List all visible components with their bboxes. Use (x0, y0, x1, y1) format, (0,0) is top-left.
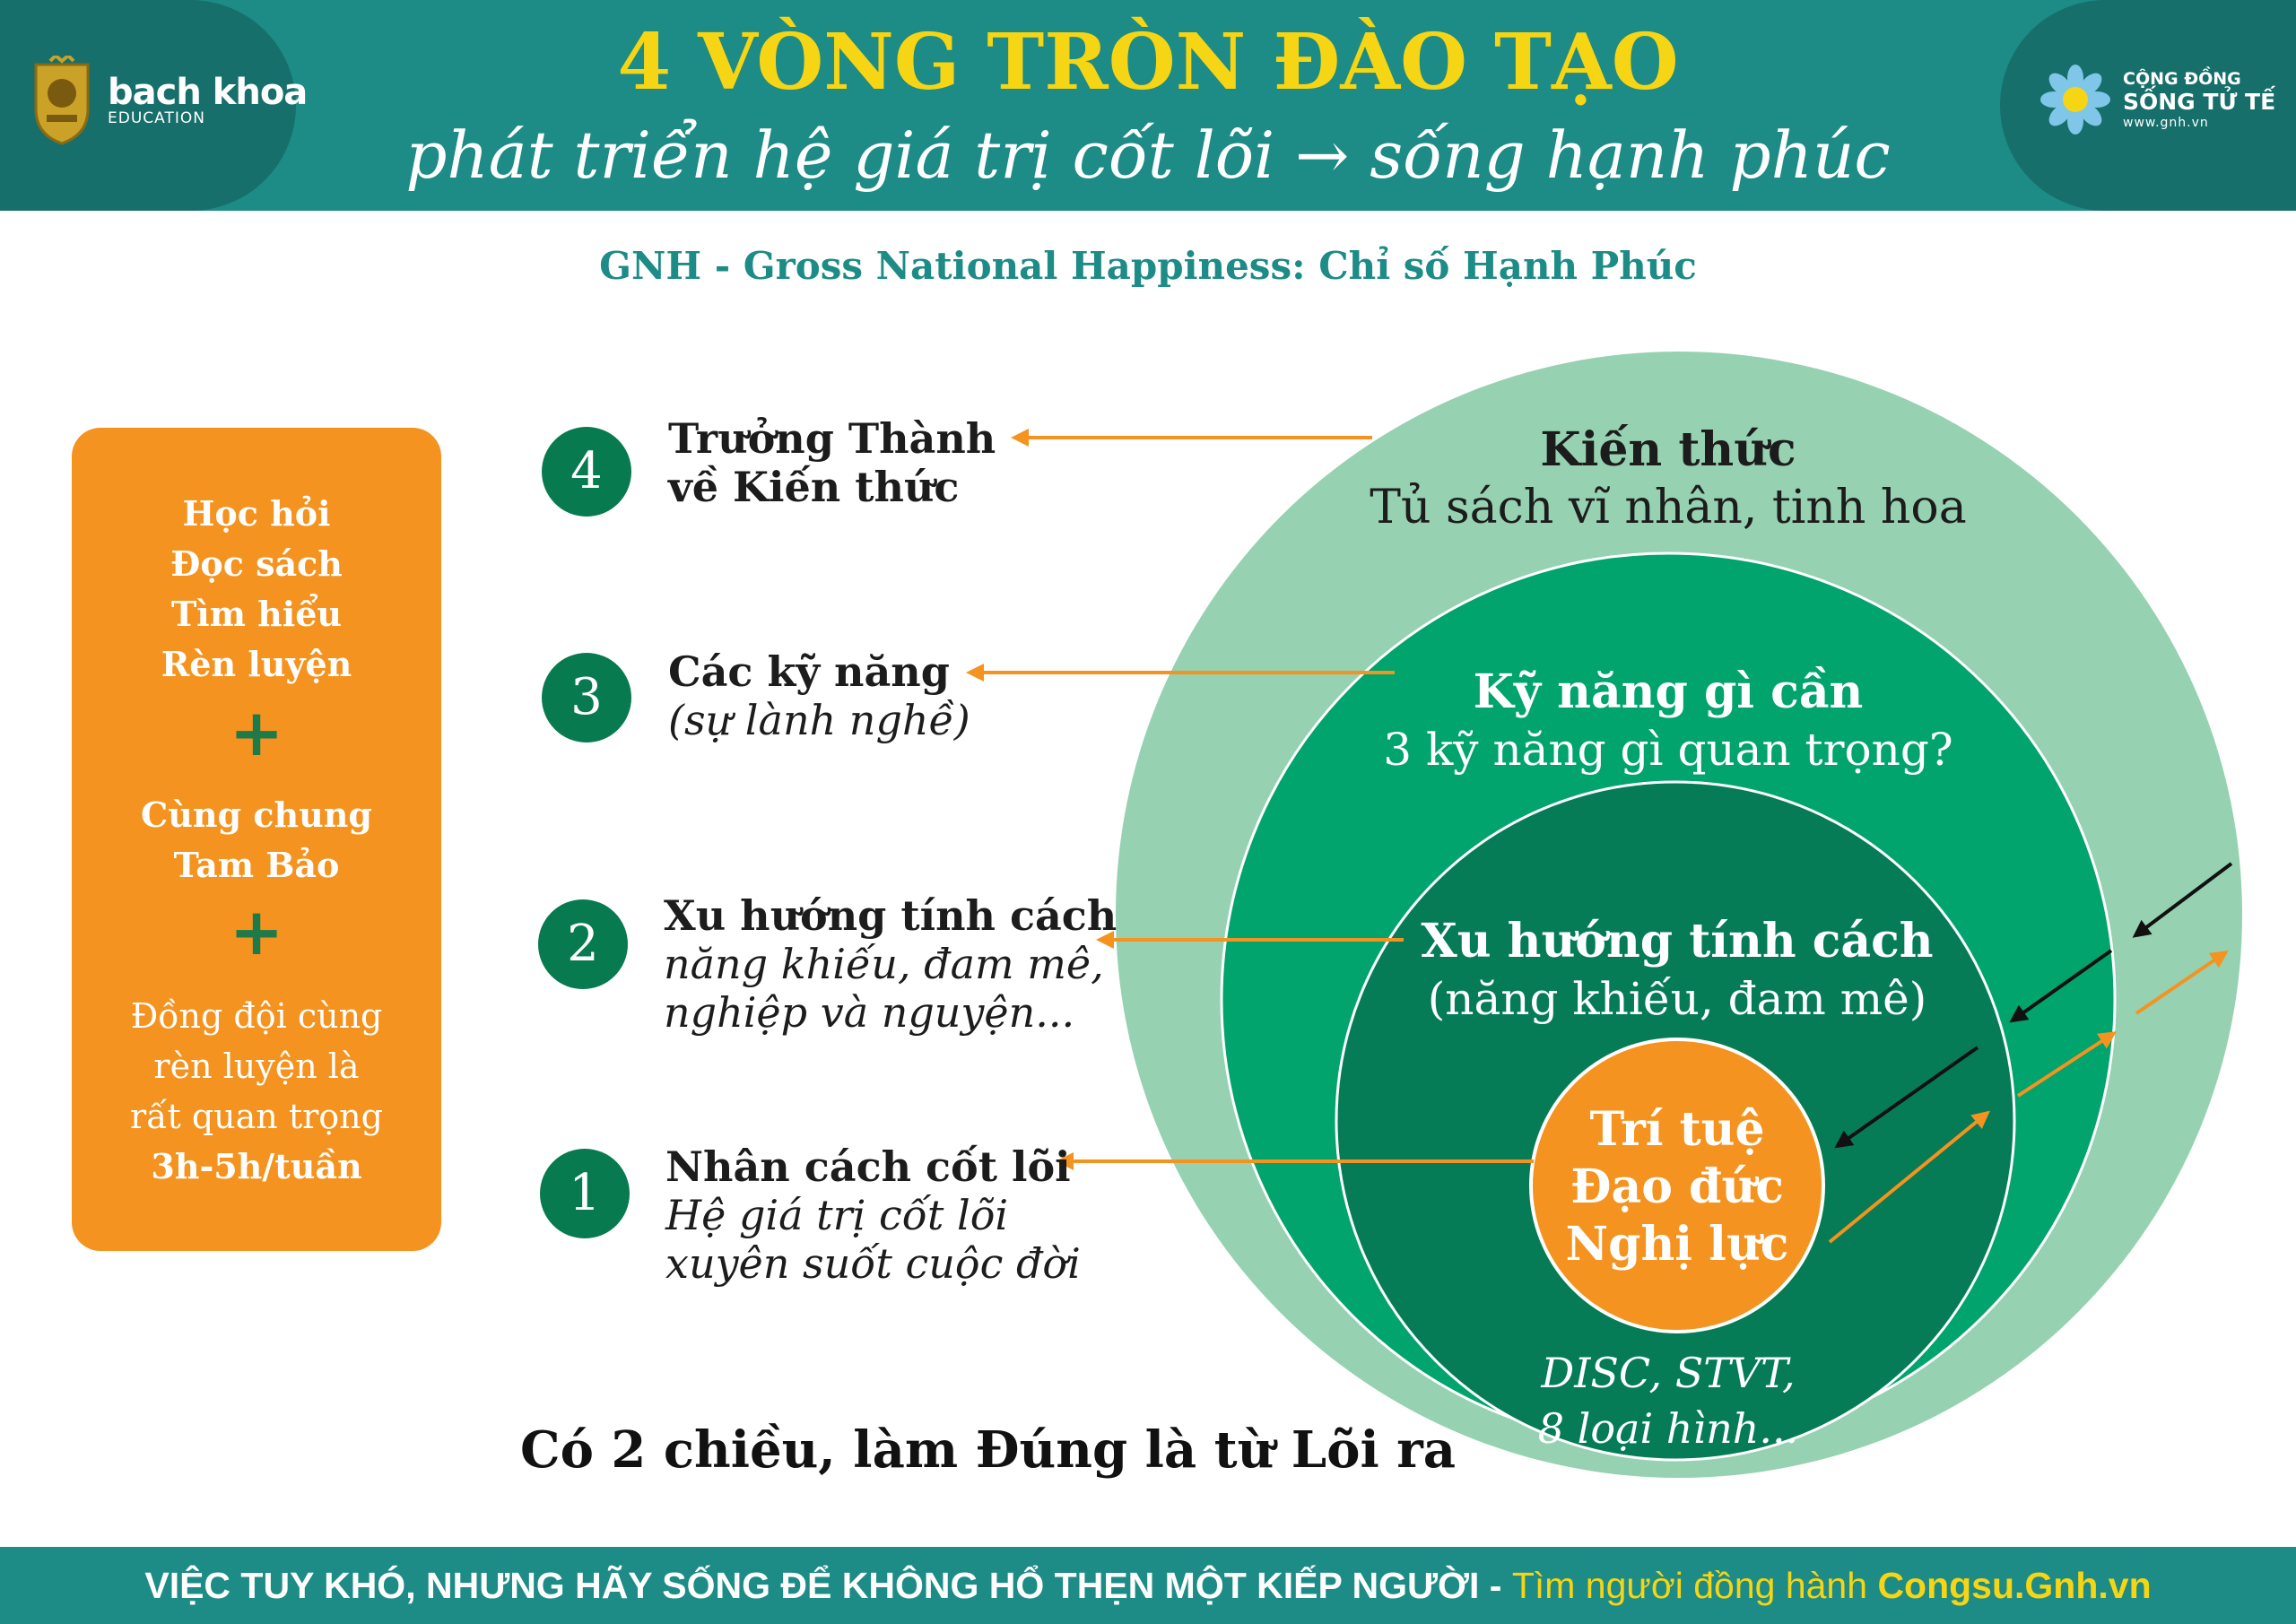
item-1 (665, 1142, 1081, 1288)
left-logo-name: bach khoa (108, 72, 308, 113)
footer-invite: Tìm người đồng hành (1511, 1565, 1878, 1606)
number-badge-1: 1 (540, 1149, 630, 1238)
side-line-emphasis: 3h-5h/tuần (151, 1146, 362, 1186)
item-2-title: Xu hướng tính cách (664, 891, 1118, 940)
side-line: rèn luyện là (153, 1046, 360, 1086)
footer-text (0, 1560, 2296, 1611)
number-badge-2: 2 (538, 899, 628, 989)
left-logo-tagline: EDUCATION (108, 109, 205, 127)
core-line-3: Nghị lực (1565, 1217, 1789, 1272)
item-3-title: Các kỹ năng (668, 647, 950, 696)
plus-icon: + (229, 894, 284, 969)
item-2-line2: năng khiếu, đam mê, (664, 940, 1104, 988)
outer-circle-label (1274, 421, 2063, 536)
right-logo-line2: SỐNG TỬ TẾ (2123, 89, 2276, 115)
ring-personality-subtitle: (năng khiếu, đam mê) (1427, 973, 1927, 1025)
page-subtitle: phát triển hệ giá trị cốt lõi → sống hạnh phúc (405, 117, 1891, 193)
item-2-line3: nghiệp và nguyện... (664, 988, 1075, 1037)
personality-tools-line-1: DISC, STVT, (1541, 1349, 1796, 1397)
core-line-1: Trí tuệ (1589, 1102, 1765, 1157)
item-2 (664, 891, 1117, 1037)
side-line: Đồng đội cùng (130, 996, 383, 1036)
page-title: 4 VÒNG TRÒN ĐÀO TẠO (617, 17, 1679, 108)
core-line-2: Đạo đức (1570, 1159, 1784, 1214)
plus-icon: + (229, 695, 284, 770)
outer-circle-title: Kiến thức (1540, 422, 1796, 477)
item-4-line2: về Kiến thức (668, 463, 960, 511)
item-1-title: Nhân cách cốt lõi (665, 1142, 1071, 1191)
side-line: Đọc sách (170, 543, 343, 584)
side-line: Tam Bảo (173, 845, 340, 885)
item-4 (668, 414, 996, 511)
right-logo-line1: CỘNG ĐỒNG (2123, 69, 2241, 89)
gnh-caption: GNH - Gross National Happiness: Chỉ số Hạnh Phúc (599, 244, 1697, 288)
item-3-line2: (sự lành nghề) (668, 696, 970, 744)
side-line: Cùng chung (141, 795, 372, 835)
outer-circle-subtitle: Tủ sách vĩ nhân, tinh hoa (1370, 481, 1967, 534)
item-3 (668, 647, 970, 744)
footer-slogan: VIỆC TUY KHÓ, NHƯNG HÃY SỐNG ĐỂ KHÔNG HỔ THẸN MỘT KIẾP NGƯỜI - (144, 1565, 1512, 1606)
side-line: Rèn luyện (161, 644, 352, 684)
item-1-line2: Hệ giá trị cốt lõi (665, 1191, 1009, 1239)
ring-personality-label (1292, 913, 2063, 1028)
ring-skills-subtitle: 3 kỹ năng gì quan trọng? (1383, 724, 1953, 776)
two-directions-note: Có 2 chiều, làm Đúng là từ Lõi ra (520, 1420, 1457, 1480)
footer-link[interactable]: Congsu.Gnh.vn (1877, 1565, 2152, 1606)
item-4-title: Trưởng Thành (668, 414, 996, 463)
ring-personality-title: Xu hướng tính cách (1421, 914, 1934, 968)
number-badge-3: 3 (542, 653, 631, 743)
side-line: rất quan trọng (130, 1097, 383, 1136)
ring-skills-label (1274, 664, 2063, 778)
personality-tools-label (1435, 1345, 1901, 1456)
personality-tools-line-2: 8 loại hình... (1537, 1404, 1799, 1453)
side-line: Học hỏi (182, 493, 331, 534)
ring-skills-title: Kỹ năng gì cần (1473, 664, 1864, 719)
side-line: Tìm hiểu (170, 594, 343, 634)
number-badge-4: 4 (542, 427, 631, 517)
right-logo-line3: www.gnh.vn (2123, 116, 2209, 130)
core-label (1525, 1101, 1830, 1273)
item-1-line3: xuyên suốt cuộc đời (665, 1239, 1081, 1288)
